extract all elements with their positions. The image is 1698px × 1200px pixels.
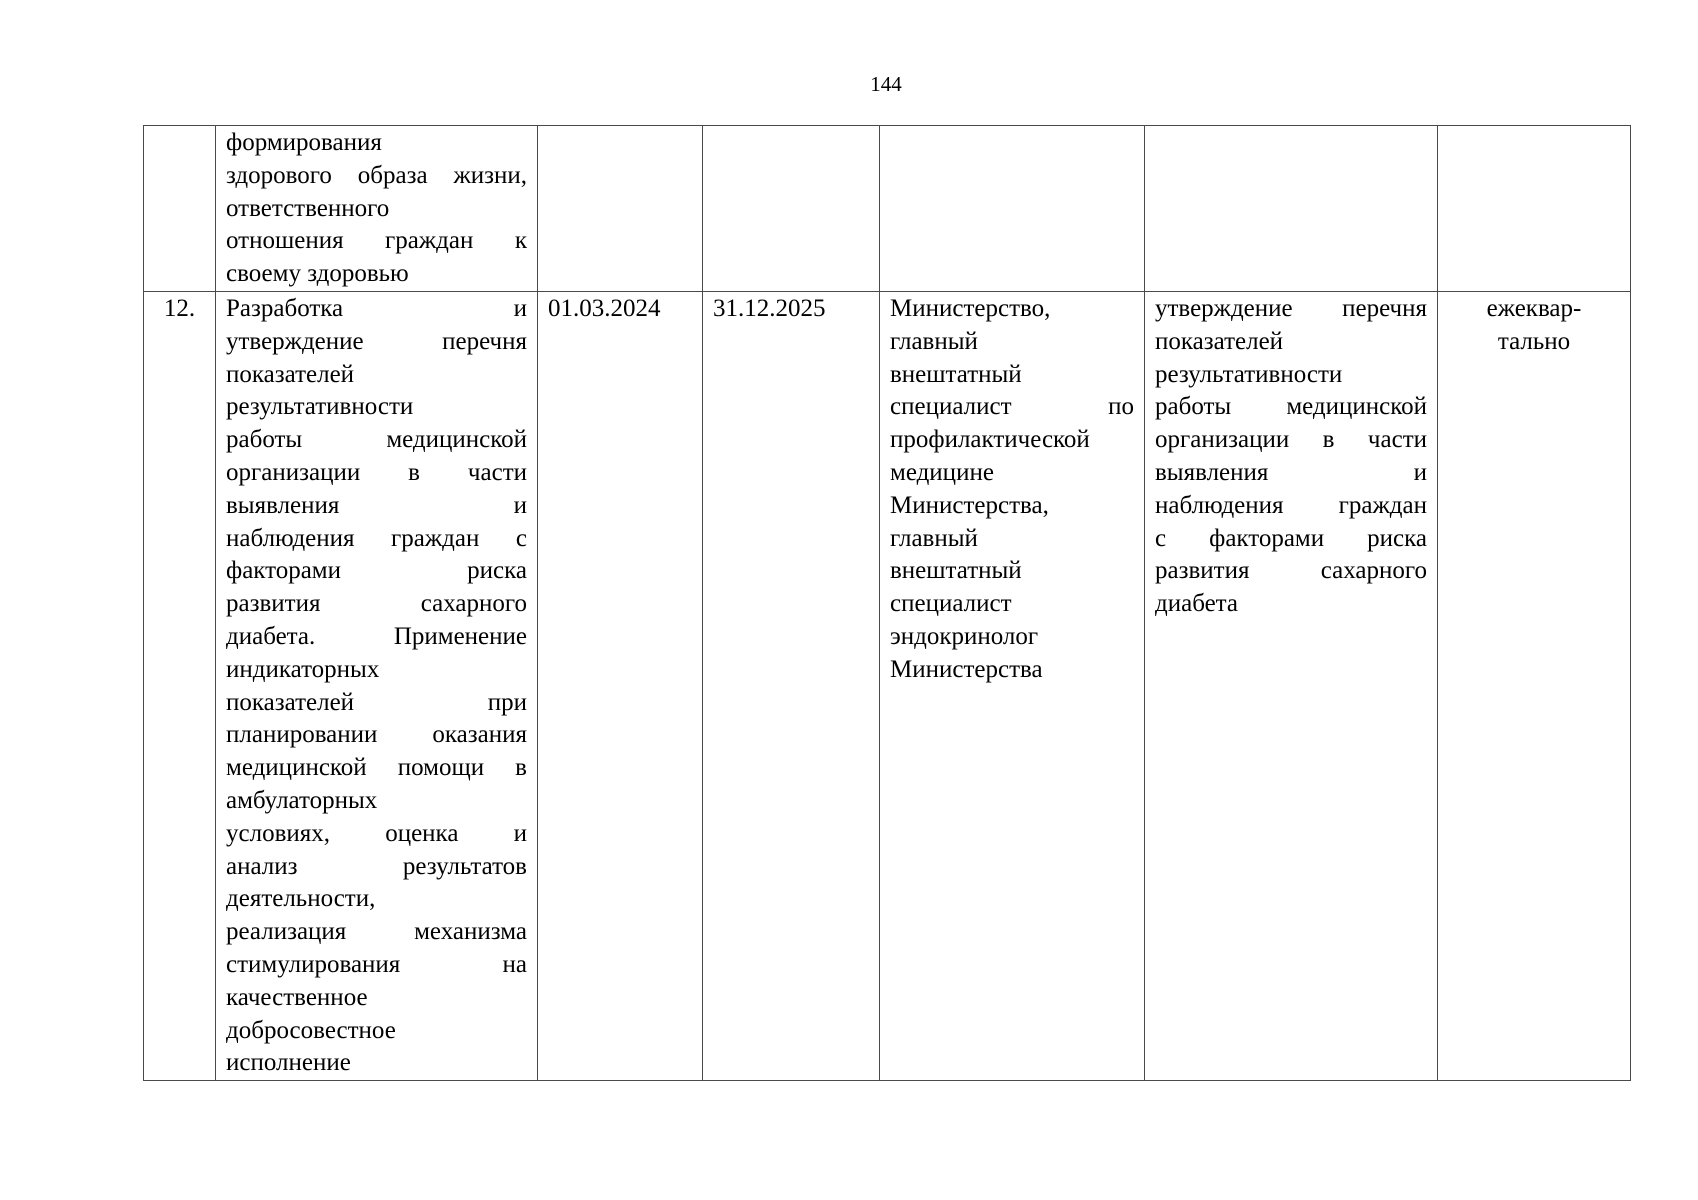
table-row: [144, 126, 1631, 292]
text-line: показателей: [1155, 327, 1284, 355]
text-line: Разработка и: [226, 295, 527, 322]
text-line: специалист по: [890, 393, 1134, 421]
text-line: добросовестное: [226, 1016, 396, 1044]
row-number-cell: 12.: [144, 292, 216, 1081]
text-line: главный: [890, 327, 978, 355]
text-line: индикаторных: [226, 655, 380, 683]
text-line: выявления и: [1155, 458, 1427, 486]
text-line: исполнение: [226, 1049, 351, 1077]
text-line: внештатный: [890, 360, 1022, 388]
text-line: медицине: [890, 458, 994, 486]
text-line: ответственного: [226, 194, 390, 222]
text-line: Министерство,: [890, 295, 1051, 322]
text-line: выявления и: [226, 491, 527, 519]
text-line: Министерства,: [890, 491, 1049, 519]
text-line: здорового образа жизни,: [226, 161, 527, 189]
text-line: планировании оказания: [226, 721, 527, 749]
responsible-cell: [880, 126, 1145, 292]
text-line: утверждение перечня: [226, 327, 527, 355]
end-date-cell: 31.12.2025: [703, 292, 880, 1081]
result-cell: [1145, 292, 1438, 1081]
text-line: наблюдения граждан: [1155, 491, 1427, 519]
text-line: условиях, оценка и: [226, 819, 527, 847]
text-line: качественное: [226, 983, 368, 1011]
text-line: отношения граждан к: [226, 227, 527, 255]
text-line: наблюдения граждан с: [226, 524, 527, 552]
end-date-cell: [703, 126, 880, 292]
text-line: показателей при: [226, 688, 527, 716]
row-number-cell: [144, 126, 216, 292]
measure-cell: [216, 126, 538, 292]
text-line: диабета: [1155, 590, 1239, 618]
text-line: результативности: [1155, 360, 1343, 388]
text-line: анализ результатов: [226, 852, 527, 880]
text-line: профилактической: [890, 426, 1090, 454]
text-line: стимулирования на: [226, 950, 527, 978]
text-line: Министерства: [890, 655, 1043, 683]
start-date-cell: [538, 126, 703, 292]
text-line: диабета. Применение: [226, 622, 527, 650]
text-line: работы медицинской: [226, 426, 527, 454]
activity-plan-table: [143, 125, 1631, 1081]
text-line: амбулаторных: [226, 786, 378, 814]
result-cell: [1145, 126, 1438, 292]
text-line: главный: [890, 524, 978, 552]
page-number: 144: [870, 72, 902, 96]
text-line: ежеквар-: [1486, 295, 1582, 322]
text-line: деятельности,: [226, 885, 376, 913]
text-line: организации в части: [1155, 426, 1427, 454]
text-line: показателей: [226, 360, 355, 388]
text-line: внештатный: [890, 557, 1022, 585]
text-line: результативности: [226, 393, 414, 421]
text-line: своему здоровью: [226, 260, 409, 288]
text-line: работы медицинской: [1155, 393, 1427, 421]
text-line: медицинской помощи в: [226, 754, 527, 782]
text-line: утверждение перечня: [1155, 295, 1427, 322]
text-line: развития сахарного: [226, 590, 527, 618]
periodicity-cell: [1438, 292, 1631, 1081]
text-line: факторами риска: [226, 557, 527, 585]
text-line: организации в части: [226, 458, 527, 486]
periodicity-cell: [1438, 126, 1631, 292]
table-row: [144, 292, 1631, 1081]
start-date-cell: 01.03.2024: [538, 292, 703, 1081]
text-line: формирования: [226, 129, 382, 156]
text-line: тально: [1497, 327, 1571, 355]
text-line: эндокринолог: [890, 622, 1039, 650]
text-line: специалист: [890, 590, 1012, 618]
measure-cell: [216, 292, 538, 1081]
responsible-cell: [880, 292, 1145, 1081]
text-line: с факторами риска: [1155, 524, 1427, 552]
text-line: реализация механизма: [226, 918, 527, 946]
text-line: развития сахарного: [1155, 557, 1427, 585]
